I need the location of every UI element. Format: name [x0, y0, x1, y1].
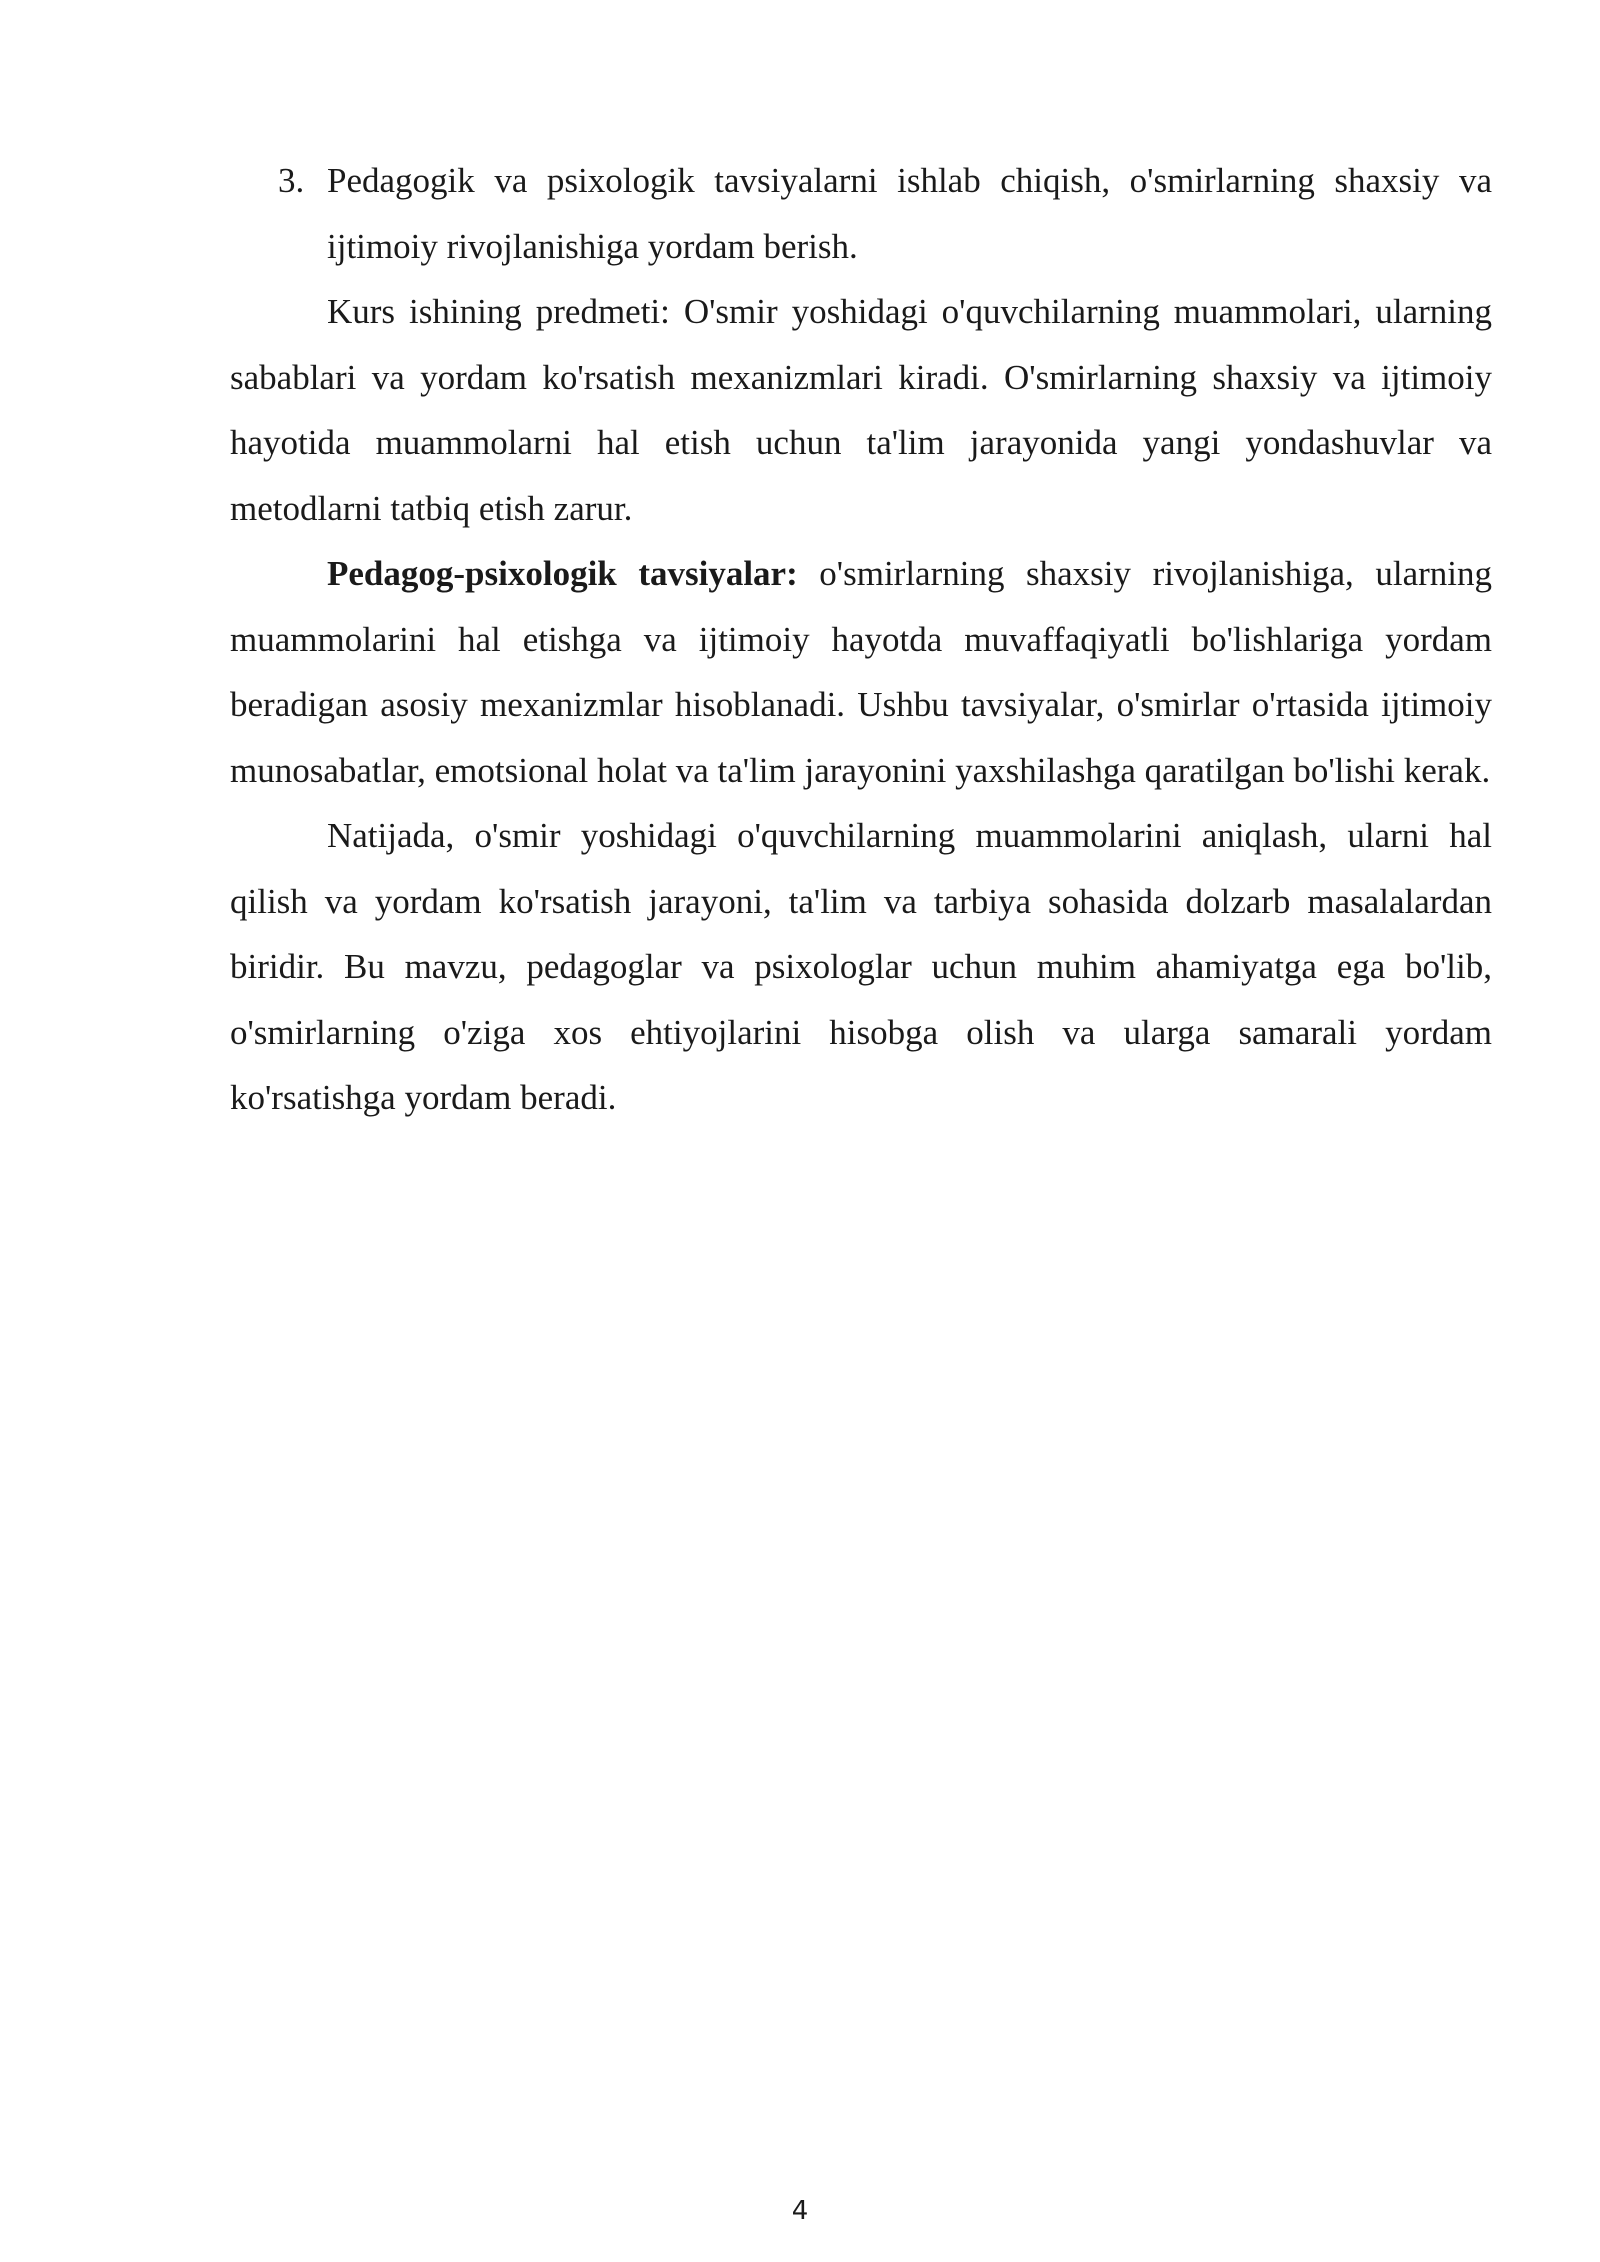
list-number: 3.: [278, 161, 305, 200]
document-body: [230, 148, 1492, 1131]
page-number: 4: [791, 2196, 809, 2226]
list-item-3: [230, 148, 1492, 279]
paragraph-conclusion: [230, 803, 1492, 1131]
paragraph-subject: [230, 279, 1492, 541]
paragraph-text: Kurs ishining predmeti: O'smir yoshidagi o'quvchilarning muammolari, ularning sabablari va yordam ko'rsatish mexanizmlari kiradi. O'smirlarning shaxsiy va ijtimoiy hayotida muammolarni hal etish uchun ta'lim jarayonida yangi yondashuvlar va metodlarni tatbiq etish zarur.: [230, 292, 1492, 528]
paragraph-bold-lead: Pedagog-psixologik tavsiyalar:: [327, 554, 798, 593]
paragraph-text: o'smirlarning shaxsiy rivojlanishiga, ularning muammolarini hal etishga va ijtimoiy hayotda muvaffaqiyatli bo'lishlariga yordam beradigan asosiy mexanizmlar hisoblanadi. Ushbu tavsiyalar, o'smirlar o'rtasida ijtimoiy munosabatlar, emotsional holat va ta'lim jarayonini yaxshilashga qaratilgan bo'lishi kerak.: [230, 554, 1492, 790]
paragraph-recommendations: [230, 541, 1492, 803]
list-text: Pedagogik va psixologik tavsiyalarni ishlab chiqish, o'smirlarning shaxsiy va ijtimoiy rivojlanishiga yordam berish.: [327, 161, 1492, 266]
paragraph-text: Natijada, o'smir yoshidagi o'quvchilarning muammolarini aniqlash, ularni hal qilish va yordam ko'rsatish jarayoni, ta'lim va tarbiya sohasida dolzarb masalalardan biridir. Bu mavzu, pedagoglar va psixologlar uchun muhim ahamiyatga ega bo'lib, o'smirlarning o'ziga xos ehtiyojlarini hisobga olish va ularga samarali yordam ko'rsatishga yordam beradi.: [230, 816, 1492, 1117]
